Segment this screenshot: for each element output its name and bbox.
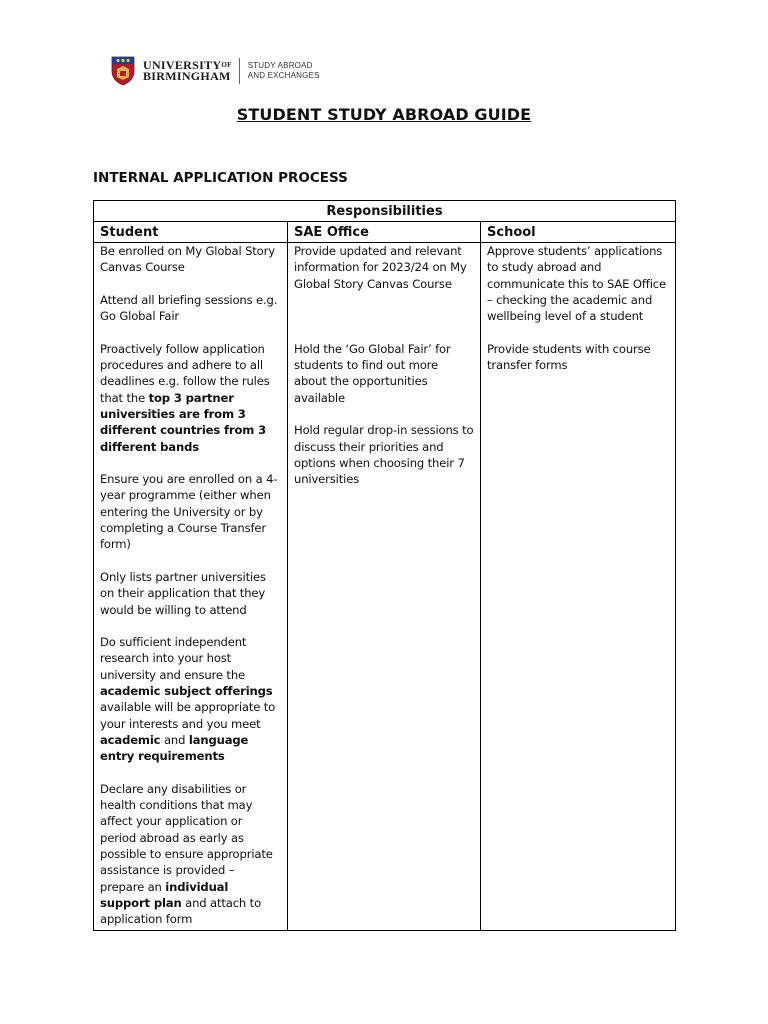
school-responsibilities	[481, 243, 676, 931]
department-name: STUDY ABROAD AND EXCHANGES	[247, 61, 320, 80]
responsibility-paragraph	[100, 634, 281, 764]
table-caption: Responsibilities	[94, 201, 676, 222]
text-run: and	[160, 732, 189, 747]
student-responsibilities	[94, 243, 288, 931]
university-logo	[111, 55, 320, 87]
responsibility-paragraph	[100, 471, 281, 552]
column-header-student: Student	[94, 222, 288, 243]
logo-divider	[239, 58, 240, 84]
responsibility-paragraph	[294, 341, 474, 406]
text-run: Do sufficient independent research into your host university and ensure the	[100, 635, 247, 682]
university-name: $UNIVERSITY^{OF}$ BIRMINGHAM	[143, 58, 232, 83]
text-run: Hold regular drop-in sessions to discuss their priorities and options when choosing their 7 universities	[294, 423, 474, 487]
bold-text: top 3 partner universities are from 3 different countries from 3 different bands	[100, 390, 267, 454]
bold-text: academic subject offerings	[100, 684, 273, 699]
bold-text: academic	[100, 732, 161, 747]
text-run: and attach to application form	[100, 895, 262, 927]
responsibility-paragraph	[487, 243, 669, 324]
text-run: Provide updated and relevant information for 2023/24 on My Global Story Canvas Course	[294, 244, 467, 291]
text-run: Provide students with course transfer forms	[487, 341, 651, 373]
bold-text: language entry requirements	[100, 732, 249, 764]
responsibilities-table	[93, 200, 676, 931]
text-run: Proactively follow application procedures and adhere to all deadlines e.g. follow the rules that the	[100, 341, 270, 405]
responsibility-paragraph	[100, 243, 281, 276]
responsibility-paragraph	[100, 341, 281, 455]
text-run: Ensure you are enrolled on a 4-year programme (either when entering the University or by completing a Course Transfer form)	[100, 472, 278, 552]
university-crest-icon	[111, 56, 135, 86]
text-run: Approve students’ applications to study abroad and communicate this to SAE Office – checking the academic and wellbeing level of a student	[487, 244, 667, 324]
responsibility-paragraph	[100, 569, 281, 618]
column-header-sae-office: SAE Office	[288, 222, 481, 243]
responsibility-paragraph	[294, 308, 474, 324]
text-run: available will be appropriate to your interests and you meet	[100, 700, 276, 731]
text-run: Only lists partner universities on their application that they would be willing to attend	[100, 569, 266, 617]
responsibility-paragraph	[294, 243, 474, 292]
bold-text: individual support plan	[100, 879, 229, 910]
section-heading: INTERNAL APPLICATION PROCESS	[93, 170, 348, 186]
text-run: Hold the ‘Go Global Fair’ for students to find out more about the opportunities available	[294, 341, 451, 405]
responsibility-paragraph	[487, 341, 669, 374]
column-header-school: School	[481, 222, 676, 243]
text-run: Be enrolled on My Global Story Canvas Course	[100, 244, 275, 275]
sae-office-responsibilities	[288, 243, 481, 931]
responsibility-paragraph	[294, 422, 474, 487]
text-run: Attend all briefing sessions e.g. Go Global Fair	[100, 292, 278, 324]
text-run: Declare any disabilities or health conditions that may affect your application or period abroad as early as possible to ensure appropriate assistance is provided – prepare an	[100, 781, 273, 894]
document-title: STUDENT STUDY ABROAD GUIDE	[236, 105, 532, 124]
responsibility-paragraph	[100, 781, 281, 928]
responsibility-paragraph	[100, 292, 281, 325]
